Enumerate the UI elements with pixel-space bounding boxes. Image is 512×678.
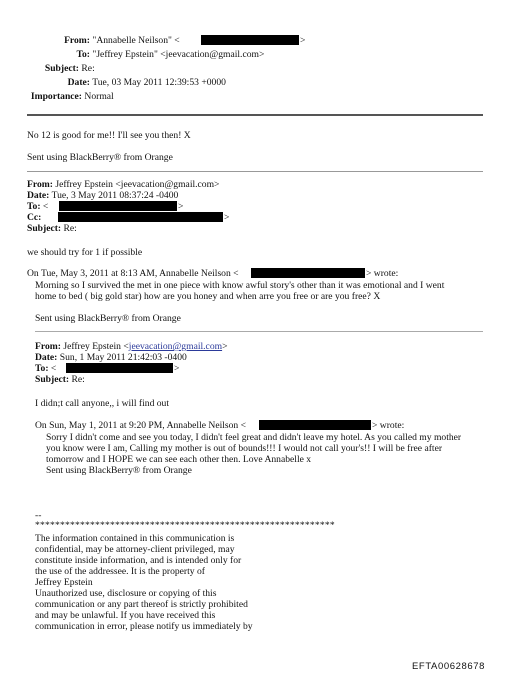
header-divider xyxy=(27,114,483,116)
to-value: "Jeffrey Epstein" <jeevacation@gmail.com> xyxy=(92,49,265,60)
redaction-bar xyxy=(259,420,371,430)
redaction-bar xyxy=(59,201,177,211)
from-label: From: xyxy=(27,179,53,190)
from-value: Jeffrey Epstein <jeevacation@gmail.com> xyxy=(55,179,220,190)
subject-label: Subject: xyxy=(35,374,70,385)
divider xyxy=(35,331,483,332)
redaction-bar xyxy=(58,212,223,222)
redaction-bar xyxy=(251,268,365,278)
to-tail: > xyxy=(178,201,184,212)
message-signature: Sent using BlackBerry® from Orange xyxy=(27,152,173,163)
from-row xyxy=(20,35,180,46)
subject-label: Subject: xyxy=(27,223,62,234)
to-label: To: xyxy=(35,363,49,374)
cc-label: Cc: xyxy=(27,212,42,223)
disclaimer-line: the use of the addressee. It is the property of xyxy=(35,566,205,577)
subject-label: Subject: xyxy=(44,63,79,74)
date-label: Date: xyxy=(27,190,50,201)
from-tail: > xyxy=(300,35,306,46)
importance-label: Importance: xyxy=(30,91,82,102)
message-body: we should try for 1 if possible xyxy=(27,247,143,258)
disclaimer-line: communication or any part thereof is strictly prohibited xyxy=(35,599,248,610)
to-label: To: xyxy=(27,201,41,212)
importance-value: Normal xyxy=(84,91,114,102)
quote-line: Sorry I didn't come and see you today, I didn't feel great and didn't leave my hotel. As you called my mother xyxy=(46,432,462,443)
redaction-bar xyxy=(201,35,299,45)
quote-intro: On Sun, May 1, 2011 at 9:20 PM, Annabelle Neilson < xyxy=(35,420,247,431)
disclaimer-line: confidential, may be attorney-client privileged, may xyxy=(35,544,235,555)
disclaimer-line: Jeffrey Epstein xyxy=(35,577,93,588)
subject-value: Re: xyxy=(71,374,85,385)
from-tail: > xyxy=(222,341,228,352)
redaction-bar xyxy=(66,363,173,373)
quote-signature: Sent using BlackBerry® from Orange xyxy=(46,465,192,476)
date-row xyxy=(20,77,226,88)
to-label: To: xyxy=(76,49,90,60)
quote-line: you know were I am, Calling my mother is out of bounds!!! I would not call your's!! I will be free after xyxy=(46,443,443,454)
to-row xyxy=(20,49,264,60)
from-label: From: xyxy=(35,341,61,352)
date-label: Date: xyxy=(67,77,90,88)
quote-intro: On Tue, May 3, 2011 at 8:13 AM, Annabelle Neilson < xyxy=(27,268,239,279)
disclaimer-line: The information contained in this communication is xyxy=(35,533,235,544)
message-body: I didn;t call anyone,, i will find out xyxy=(35,398,170,409)
email-link[interactable]: jeevacation@gmail.com xyxy=(128,341,223,352)
quote-line: tomorrow and I HOPE we can see each other then. Love Annabelle x xyxy=(46,454,312,465)
subject-row xyxy=(20,63,95,74)
from-value: Jeffrey Epstein < xyxy=(63,341,129,352)
from-label: From: xyxy=(64,35,90,46)
signature-dashes: -- xyxy=(35,510,42,521)
disclaimer-line: Unauthorized use, disclosure or copying of this xyxy=(35,588,217,599)
quote-intro-tail: > wrote: xyxy=(372,420,405,431)
from-value: "Annabelle Neilson" < xyxy=(92,35,180,46)
quote-line: Morning so I survived the met in one piece with know awful story's other than it was emotional and I went xyxy=(35,280,445,291)
date-value: Tue, 3 May 2011 08:37:24 -0400 xyxy=(51,190,179,201)
subject-value: Re: xyxy=(63,223,77,234)
date-value: Sun, 1 May 2011 21:42:03 -0400 xyxy=(59,352,187,363)
disclaimer-line: and may be unlawful. If you have received this xyxy=(35,610,216,621)
star-separator: ************************************************************ xyxy=(35,520,335,531)
message-body: No 12 is good for me!! I'll see you then! X xyxy=(27,130,191,141)
divider xyxy=(27,171,483,172)
quote-line: home to bed ( big gold star) how are you honey and when arre you free or are you free? X xyxy=(35,291,381,302)
to-value: < xyxy=(42,201,49,212)
cc-tail: > xyxy=(224,212,230,223)
quote-intro-tail: > wrote: xyxy=(366,268,399,279)
date-value: Tue, 03 May 2011 12:39:53 +0000 xyxy=(92,77,226,88)
to-tail: > xyxy=(174,363,180,374)
disclaimer-line: communication in error, please notify us immediately by xyxy=(35,621,253,632)
to-value: < xyxy=(50,363,57,374)
importance-row xyxy=(20,91,114,102)
disclaimer-line: constitute inside information, and is intended only for xyxy=(35,555,242,566)
bates-number: EFTA00628678 xyxy=(412,661,486,672)
quote-signature: Sent using BlackBerry® from Orange xyxy=(35,313,181,324)
subject-value: Re: xyxy=(81,63,95,74)
date-label: Date: xyxy=(35,352,58,363)
